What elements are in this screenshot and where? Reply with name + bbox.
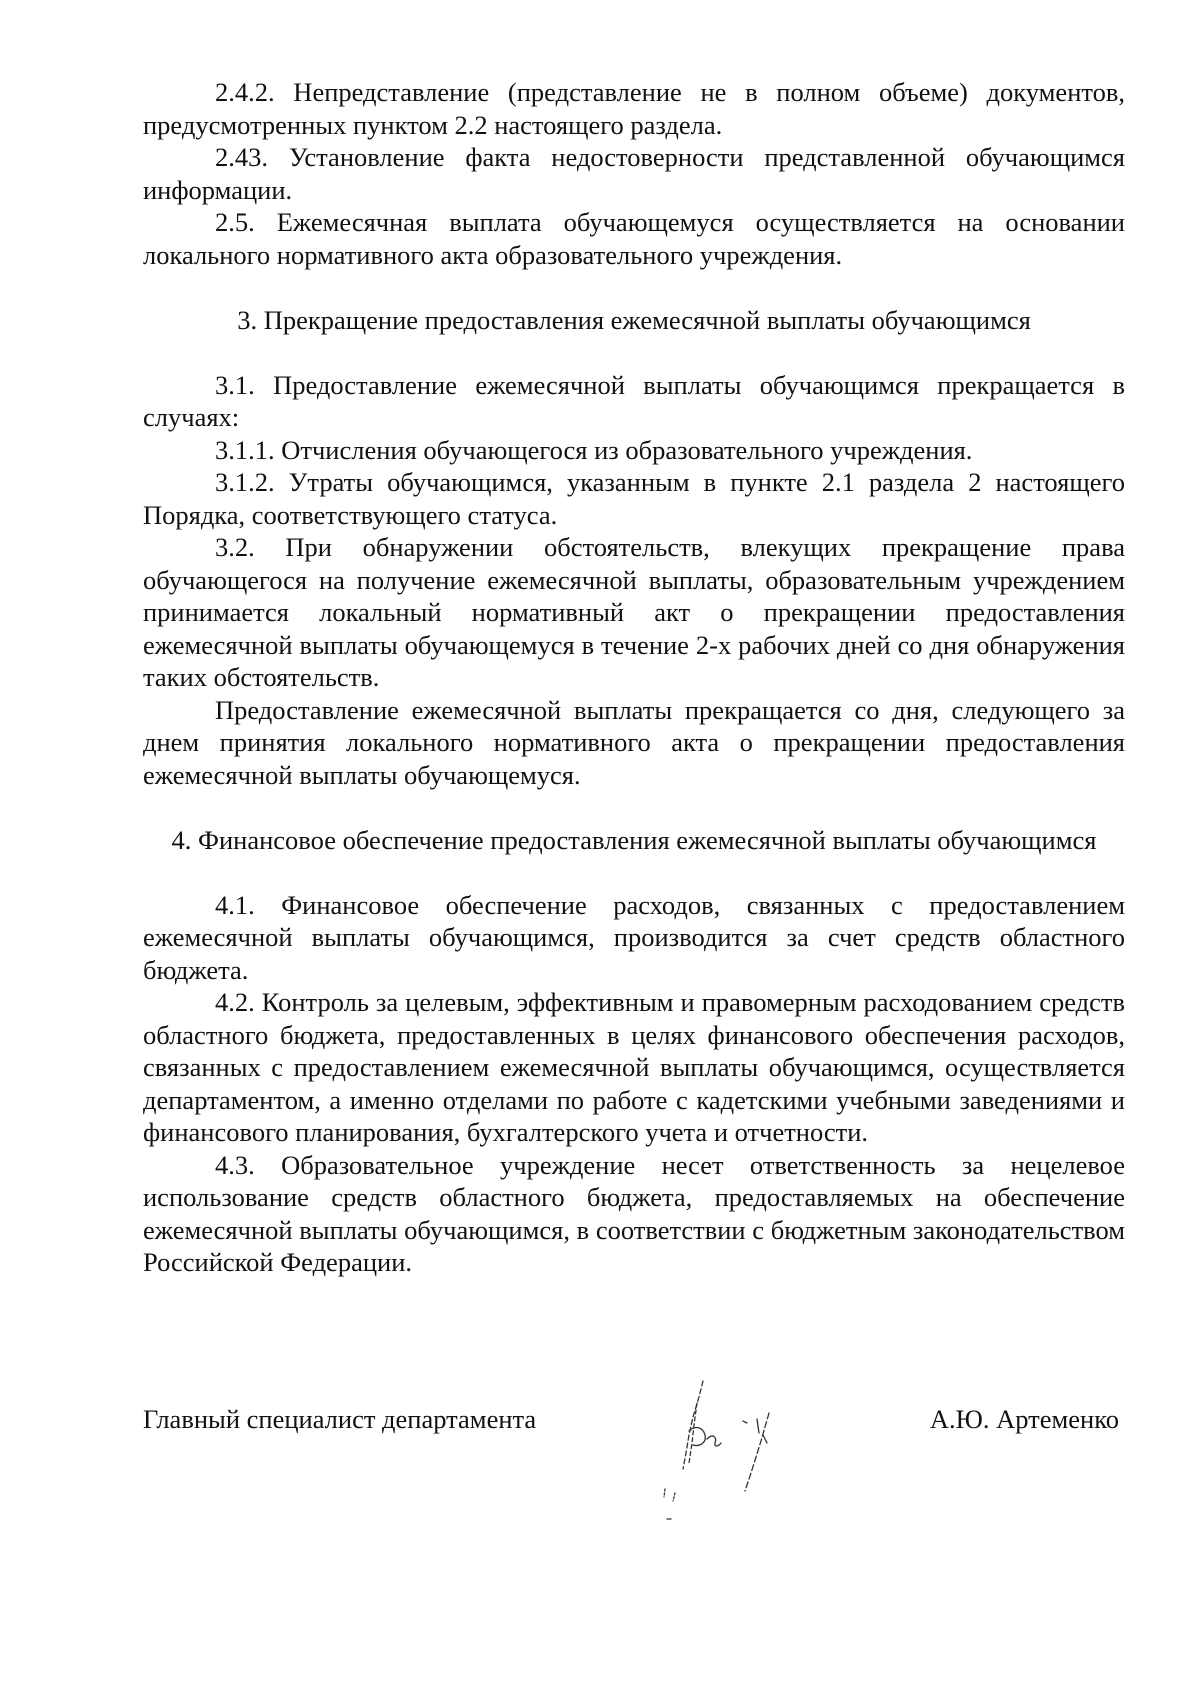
paragraph: 2.43. Установление факта недостоверности представленной обучающимся информации. (143, 142, 1125, 205)
signatory-position: Главный специалист департамента (143, 1404, 537, 1434)
paragraph: 4.3. Образовательное учреждение несет ответственность за нецелевое использование средств областного бюджета, предоставляемых на обеспечение ежемесячной выплаты обучающимся, в соответствии с бюджетным законодательством Российской Федерации. (143, 1149, 1125, 1277)
paragraph: 2.5. Ежемесячная выплата обучающемуся осуществляется на основании локального нормативного акта образовательного учреждения. (143, 207, 1125, 270)
paragraph: 3.1. Предоставление ежемесячной выплаты обучающимся прекращается в случаях: (143, 369, 1125, 432)
paragraph: 2.4.2. Непредставление (представление не в полном объеме) документов, предусмотренных пунктом 2.2 настоящего раздела. (143, 77, 1125, 140)
paragraph-gap (143, 856, 1125, 889)
paragraph-gap (143, 271, 1125, 304)
section-heading: 4. Финансовое обеспечение предоставления ежемесячной выплаты обучающимся (171, 824, 1097, 855)
signatory-name: А.Ю. Артеменко (929, 1404, 1119, 1434)
paragraph-gap (143, 336, 1125, 369)
paragraph-gap (143, 791, 1125, 824)
paragraph: 4.2. Контроль за целевым, эффективным и правомерным расходованием средств областного бюджета, предоставленных в целях финансового обеспечения расходов, связанных с предоставлением ежемесячной выплаты обучающимся, осуществляется департаментом, а именно отделами по работе с кадетскими учебными заведениями и финансового планирования, бухгалтерского учета и отчетности. (143, 987, 1125, 1147)
section-heading: 3. Прекращение предоставления ежемесячной выплаты обучающимся (237, 304, 1031, 335)
paragraph: 4.1. Финансовое обеспечение расходов, связанных с предоставлением ежемесячной выплаты обучающимся, производится за счет средств областного бюджета. (143, 889, 1125, 985)
paragraph: Предоставление ежемесячной выплаты прекращается со дня, следующего за днем принятия локального нормативного акта о прекращении предоставления ежемесячной выплаты обучающемуся. (143, 694, 1125, 790)
handwritten-signature (659, 1373, 799, 1523)
paragraph: 3.2. При обнаружении обстоятельств, влекущих прекращение права обучающегося на получение ежемесячной выплаты, образовательным учреждением принимается локальный нормативный акт о прекращении предоставления ежемесячной выплаты обучающемуся в течение 2-х рабочих дней со дня обнаружения таких обстоятельств. (143, 532, 1125, 692)
document-body (143, 76, 1125, 1279)
paragraph: 3.1.1. Отчисления обучающегося из образовательного учреждения. (215, 434, 973, 465)
paragraph: 3.1.2. Утраты обучающимся, указанным в пункте 2.1 раздела 2 настоящего Порядка, соответствующего статуса. (143, 467, 1125, 530)
signature-block (143, 1403, 1125, 1523)
